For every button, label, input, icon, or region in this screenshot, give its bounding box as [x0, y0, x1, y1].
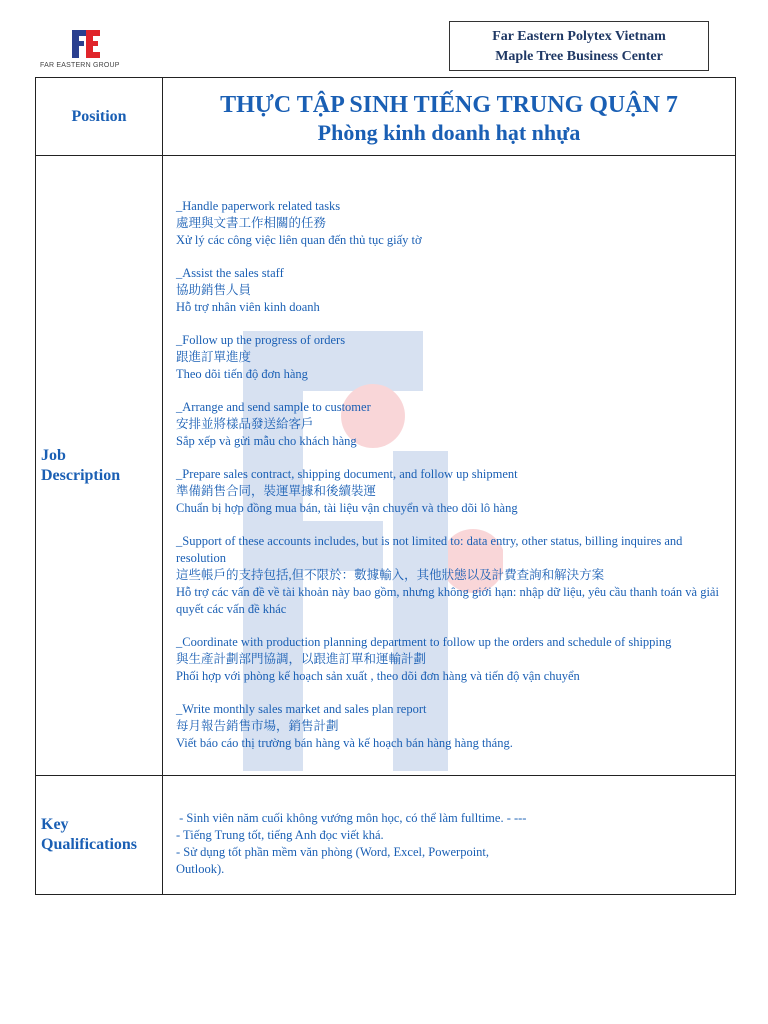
duty-en-text: _Prepare sales contract, shipping document, and follow up shipment [176, 466, 518, 481]
duty-vi-text: Phối hợp với phòng kế hoạch sản xuất , theo dõi đơn hàng và tiến độ vận chuyển [176, 668, 580, 683]
key-qualifications-label-line2: Qualifications [41, 836, 138, 853]
company-name: Far Eastern Polytex Vietnam [492, 29, 666, 44]
duty-zh-text: 與生產計劃部門協調，以跟進訂單和運輸計劃 [176, 651, 427, 666]
duty-zh-text: 跟進訂單進度 [176, 349, 252, 364]
duty-item [176, 701, 721, 752]
job-description-label-line2: Description [41, 466, 121, 484]
duty-vi-text: Sắp xếp và gửi mẫu cho khách hàng [176, 433, 357, 448]
duty-vi-text: Hỗ trợ các vấn đề về tài khoản này bao gồm, nhưng không giới hạn: nhập dữ liệu, yêu cầu thanh toán và giải quyết các vấn đề khác [176, 584, 719, 616]
position-department: Phòng kinh doanh hạt nhựa [317, 119, 581, 145]
qualification-line: - Sử dụng tốt phần mềm văn phòng (Word, Excel, Powerpoint, [176, 845, 490, 859]
duty-item [176, 332, 721, 383]
duty-zh-text: 安排並將樣品發送給客戶 [176, 416, 314, 431]
duties-list [176, 198, 721, 752]
duty-item [176, 399, 721, 450]
qualification-line: Outlook). [176, 862, 225, 876]
company-logo [40, 18, 140, 72]
duty-en-text: _Support of these accounts includes, but is not limited to: data entry, other status, billing inquires and resolution [176, 533, 683, 565]
duty-vi-text: Chuẩn bị hợp đồng mua bán, tài liệu vận chuyển và theo dõi lô hàng [176, 500, 518, 515]
duty-zh-text: 處理與文書工作相關的任務 [176, 215, 327, 230]
key-qualifications-label [36, 776, 163, 895]
duty-en-text: _Follow up the progress of orders [176, 332, 346, 347]
position-label [36, 78, 163, 156]
job-posting-table [35, 77, 736, 895]
key-qualifications-label-line1: Key [41, 816, 69, 833]
duty-zh-text: 準備銷售合同，裝運單據和後續裝運 [176, 483, 377, 498]
position-label-text: Position [71, 107, 127, 125]
duty-en-text: _Assist the sales staff [176, 265, 284, 280]
job-description-row [36, 156, 736, 776]
job-description-label-line1: Job [41, 446, 66, 464]
key-qualifications-cell [163, 776, 736, 895]
qualifications-list [176, 810, 721, 878]
job-description-cell [163, 156, 736, 776]
duty-vi-text: Hỗ trợ nhân viên kinh doanh [176, 299, 320, 314]
duty-item [176, 198, 721, 249]
fe-logo-icon [40, 18, 140, 62]
position-title: THỰC TẬP SINH TIẾNG TRUNG QUẬN 7 [220, 91, 678, 118]
position-row [36, 78, 736, 156]
job-description-label [36, 156, 163, 776]
duty-vi-text: Viết báo cáo thị trường bán hàng và kế hoạch bán hàng hàng tháng. [176, 735, 513, 750]
duty-en-text: _Arrange and send sample to customer [176, 399, 371, 414]
logo-text: FAR EASTERN GROUP [40, 62, 120, 69]
duty-vi-text: Theo dõi tiến độ đơn hàng [176, 366, 308, 381]
duty-vi-text: Xử lý các công việc liên quan đến thủ tục giấy tờ [176, 232, 422, 247]
duty-item [176, 634, 721, 685]
position-title-cell [163, 78, 736, 156]
duty-en-text: _Write monthly sales market and sales plan report [176, 701, 427, 716]
duty-zh-text: 協助銷售人員 [176, 282, 252, 297]
duty-item [176, 533, 721, 618]
qualification-line: - Sinh viên năm cuối không vướng môn học, có thể làm fulltime. - --- [176, 811, 527, 825]
duty-zh-text: 這些帳戶的支持包括,但不限於：數據輸入，其他狀態以及計費查詢和解決方案 [176, 567, 605, 582]
duty-en-text: _Handle paperwork related tasks [176, 198, 341, 213]
key-qualifications-row [36, 776, 736, 895]
duty-zh-text: 每月報告銷售市場，銷售計劃 [176, 718, 339, 733]
duty-item [176, 265, 721, 316]
company-location: Maple Tree Business Center [495, 49, 663, 64]
duty-item [176, 466, 721, 517]
duty-en-text: _Coordinate with production planning department to follow up the orders and schedule of shipping [176, 634, 672, 649]
qualification-line: - Tiếng Trung tốt, tiếng Anh đọc viết khá. [176, 828, 384, 842]
company-info-box [449, 21, 709, 71]
